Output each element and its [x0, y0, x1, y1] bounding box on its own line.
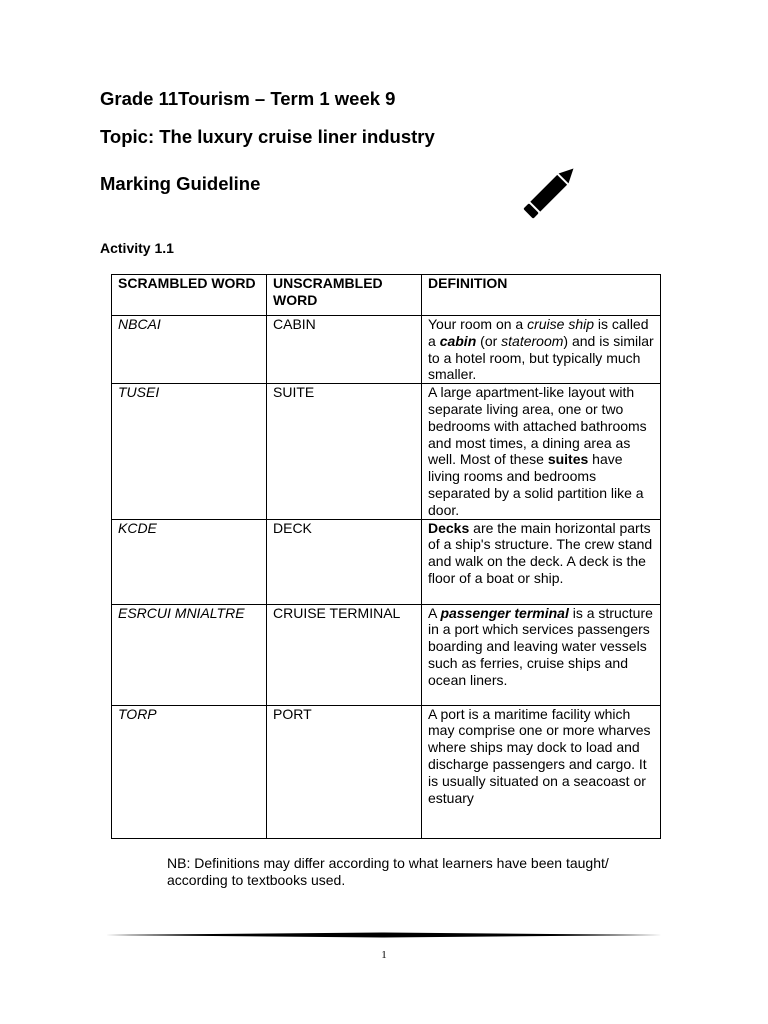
activity-label: Activity 1.1	[100, 240, 174, 256]
table-row	[112, 604, 661, 705]
pencil-icon	[512, 160, 582, 228]
definition-cell	[422, 384, 661, 519]
definition-text: (or	[476, 332, 502, 349]
definition-cell	[422, 316, 661, 384]
definition-cell	[422, 604, 661, 705]
table-row	[112, 384, 661, 519]
definition-text: A	[428, 604, 441, 621]
note-text: NB: Definitions may differ according to what learners have been taught/ according to textbooks used.	[167, 855, 609, 888]
definition-text: have living rooms and bedrooms separated by a solid partition like a door.	[428, 451, 644, 518]
scrambled-word-cell: TORP	[112, 705, 267, 838]
definition-text: are the main horizontal parts of a ship's structure. The crew stand and walk on the deck. A deck is the floor of a boat or ship.	[428, 519, 653, 586]
scrambled-word-cell: NBCAI	[112, 316, 267, 384]
definition-cell	[422, 519, 661, 604]
scrambled-word-cell: ESRCUI MNIALTRE	[112, 604, 267, 705]
page-title: Grade 11Tourism – Term 1 week 9	[100, 88, 396, 109]
unscrambled-word-cell: SUITE	[267, 384, 422, 519]
definition-cell	[422, 705, 661, 838]
unscrambled-word-cell: CABIN	[267, 316, 422, 384]
scrambled-word-cell: KCDE	[112, 519, 267, 604]
definition-text: stateroom	[501, 332, 564, 349]
definition-text: cruise ship	[527, 316, 595, 332]
scrambled-word-cell: TUSEI	[112, 384, 267, 519]
header-definition: DEFINITION	[422, 275, 661, 316]
footer-rule	[106, 932, 662, 938]
definition-text: Decks	[428, 519, 470, 536]
definition-text: A large apartment-like layout with separate living area, one or two bedrooms with attached bathrooms and most times, a dining area as well. Most of these	[428, 384, 647, 468]
marking-guideline-heading: Marking Guideline	[100, 173, 261, 194]
page-number: 1	[381, 949, 387, 961]
topic-heading: Topic: The luxury cruise liner industry	[100, 126, 435, 147]
table-row	[112, 705, 661, 838]
definition-text: passenger terminal	[440, 604, 569, 621]
definition-text: suites	[547, 451, 589, 468]
unscrambled-word-cell: DECK	[267, 519, 422, 604]
header-scrambled-word: SCRAMBLED WORD	[112, 275, 267, 316]
definition-text: cabin	[439, 332, 477, 349]
definition-text: is a structure in a port which services passengers boarding and leaving water vessels such as ferries, cruise ships and ocean liners.	[428, 604, 653, 688]
definition-text: is called a	[428, 316, 649, 349]
unscrambled-word-cell: CRUISE TERMINAL	[267, 604, 422, 705]
table-header-row	[112, 275, 661, 316]
definition-text: Your room on a	[428, 316, 528, 332]
header-unscrambled-word: UNSCRAMBLED WORD	[267, 275, 422, 316]
table-row	[112, 316, 661, 384]
vocabulary-table	[111, 274, 661, 839]
definition-text: ) and is similar to a hotel room, but typically much smaller.	[428, 332, 654, 383]
unscrambled-word-cell: PORT	[267, 705, 422, 838]
table-row	[112, 519, 661, 604]
definition-text: A port is a maritime facility which may comprise one or more wharves where ships may dock to load and discharge passengers and cargo. It is usually situated on a seacoast or estuary	[428, 705, 651, 806]
